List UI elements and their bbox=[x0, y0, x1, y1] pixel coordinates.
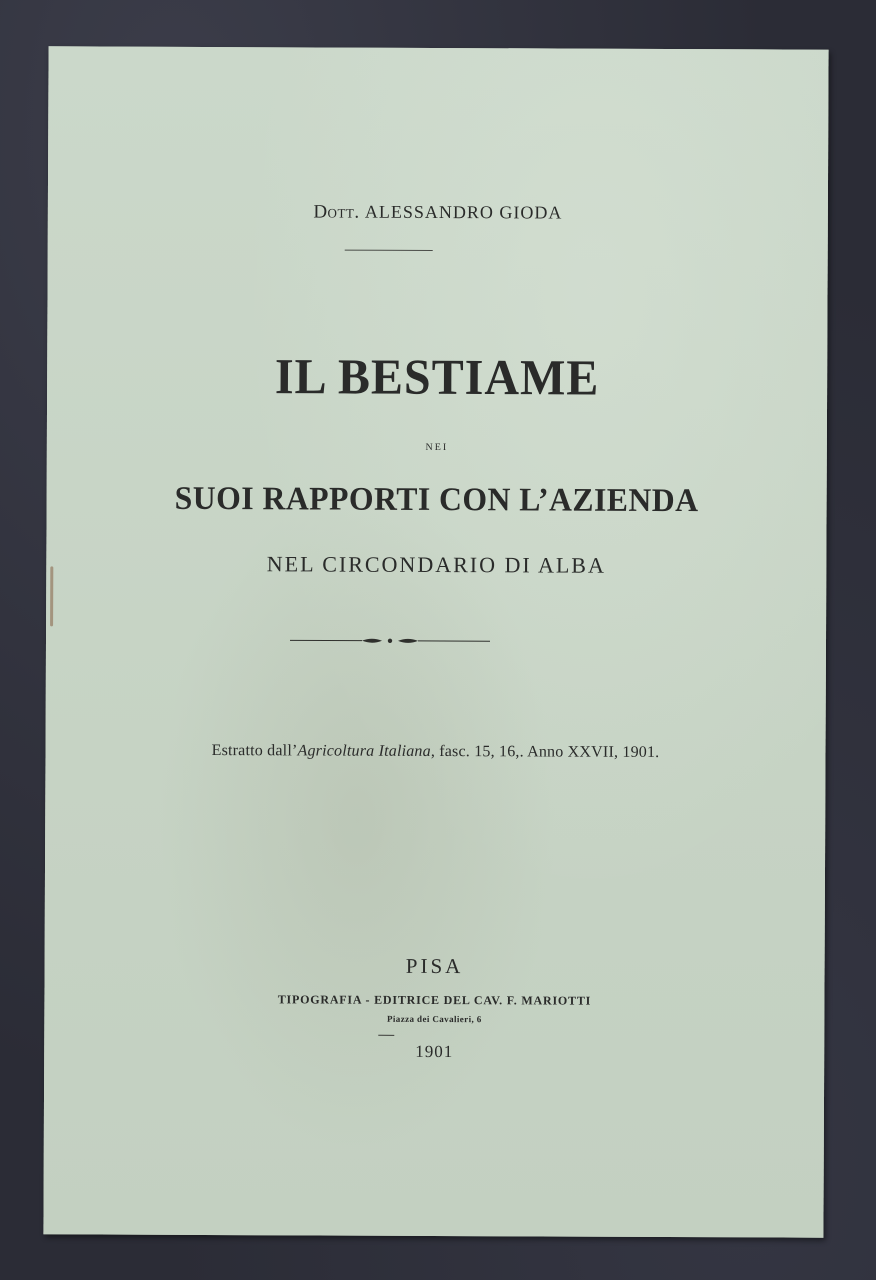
publication-city: PISA bbox=[405, 953, 464, 979]
location-line: NEL CIRCONDARIO DI ALBA bbox=[266, 551, 606, 578]
year-divider bbox=[378, 1035, 394, 1036]
ornamental-divider bbox=[290, 633, 490, 648]
title-connector: NEI bbox=[425, 441, 449, 454]
extract-note bbox=[45, 741, 825, 762]
extract-suffix: , fasc. 15, 16,. Anno XXVII, 1901. bbox=[430, 742, 660, 761]
publication-year: 1901 bbox=[415, 1041, 454, 1062]
main-title: IL BESTIAME bbox=[274, 348, 600, 407]
journal-name: Agricoltura Italiana bbox=[297, 742, 431, 760]
author-line bbox=[48, 200, 828, 225]
printer-address: Piazza dei Cavalieri, 6 bbox=[386, 1013, 482, 1025]
subtitle: SUOI RAPPORTI CON L’AZIENDA bbox=[174, 480, 699, 520]
author-name: ALESSANDRO GIODA bbox=[364, 201, 563, 223]
author-divider bbox=[345, 250, 433, 251]
extract-prefix: Estratto dall’ bbox=[211, 742, 298, 760]
author-prefix: Dott. bbox=[313, 201, 360, 223]
pamphlet-cover bbox=[43, 46, 828, 1237]
printer-name: TIPOGRAFIA - EDITRICE DEL CAV. F. MARIOTTI bbox=[277, 992, 592, 1008]
